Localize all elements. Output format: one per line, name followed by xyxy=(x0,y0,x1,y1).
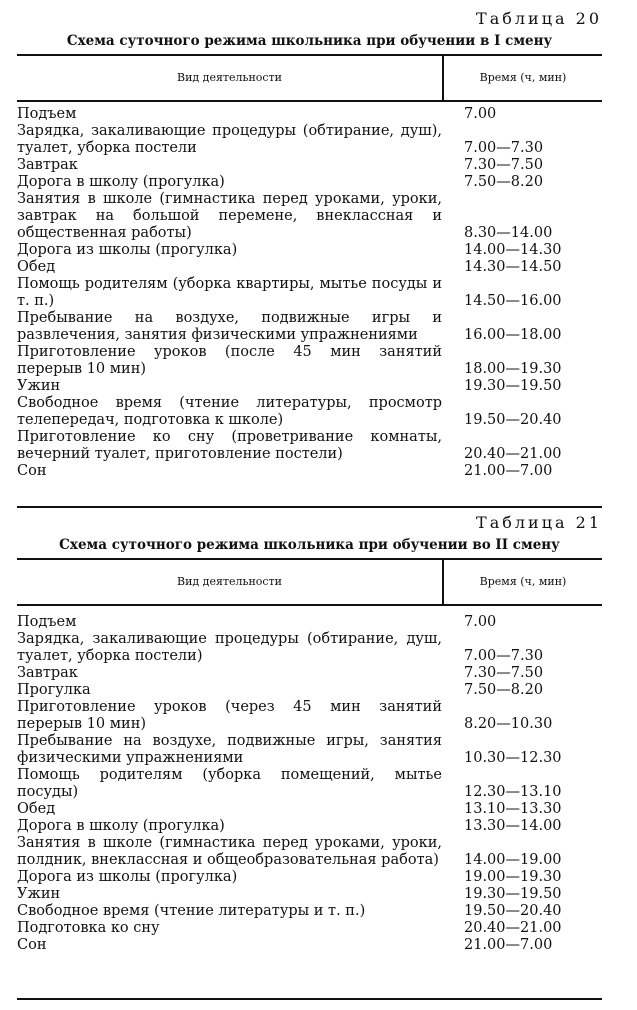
column-header-activity: Вид деятельности xyxy=(176,71,282,84)
table-number: Таблица 20 xyxy=(476,9,602,28)
table-row xyxy=(17,818,602,835)
table-21 xyxy=(17,512,602,954)
time-cell: 8.20—10.30 xyxy=(464,716,553,732)
time-cell: 10.30—12.30 xyxy=(464,750,562,766)
table-20 xyxy=(17,8,602,480)
activity-cell: Сон xyxy=(17,937,47,953)
activity-cell: Пребывание на воздухе, подвижные игры, занятия физическими упражнениями xyxy=(17,733,442,766)
time-cell: 13.30—14.00 xyxy=(464,818,562,834)
table-row xyxy=(17,123,602,157)
table-bottom-rule xyxy=(17,506,602,508)
time-cell: 14.00—19.00 xyxy=(464,852,562,868)
time-cell: 14.50—16.00 xyxy=(464,293,562,309)
activity-cell: Завтрак xyxy=(17,665,78,681)
time-cell: 7.50—8.20 xyxy=(464,682,544,698)
activity-cell: Зарядка, закаливающие процедуры (обтирание, душ), туалет, уборка постели xyxy=(17,123,442,156)
table-row xyxy=(17,801,602,818)
activity-cell: Подъем xyxy=(17,106,77,122)
table-row xyxy=(17,395,602,429)
activity-cell: Ужин xyxy=(17,378,61,394)
activity-cell: Дорога из школы (прогулка) xyxy=(17,869,238,885)
table-row xyxy=(17,106,602,123)
activity-cell: Зарядка, закаливающие процедуры (обтирание, душ, туалет, уборка постели) xyxy=(17,631,442,664)
activity-cell: Подготовка ко сну xyxy=(17,920,160,936)
time-cell: 19.30—19.50 xyxy=(464,886,562,902)
table-body xyxy=(17,614,602,954)
activity-cell: Обед xyxy=(17,801,56,817)
time-cell: 13.10—13.30 xyxy=(464,801,562,817)
time-cell: 8.30—14.00 xyxy=(464,225,553,241)
time-cell: 12.30—13.10 xyxy=(464,784,562,800)
table-row xyxy=(17,937,602,954)
activity-cell: Занятия в школе (гимнастика перед уроками, уроки, завтрак на большой перемене, внеклассная и общественная работы) xyxy=(17,191,442,241)
table-row xyxy=(17,835,602,869)
time-cell: 21.00—7.00 xyxy=(464,937,553,953)
activity-cell: Дорога в школу (прогулка) xyxy=(17,818,225,834)
table-body xyxy=(17,106,602,480)
time-cell: 7.50—8.20 xyxy=(464,174,544,190)
time-cell: 7.00—7.30 xyxy=(464,648,544,664)
activity-cell: Свободное время (чтение литературы, просмотр телепередач, подготовка к школе) xyxy=(17,395,442,428)
table-row xyxy=(17,682,602,699)
activity-cell: Занятия в школе (гимнастика перед уроками, уроки, полдник, внеклассная и общеобразовательная работа) xyxy=(17,835,442,868)
time-cell: 19.30—19.50 xyxy=(464,378,562,394)
table-row xyxy=(17,920,602,937)
activity-cell: Завтрак xyxy=(17,157,78,173)
time-cell: 19.00—19.30 xyxy=(464,869,562,885)
table-row xyxy=(17,378,602,395)
activity-cell: Дорога из школы (прогулка) xyxy=(17,242,238,258)
time-cell: 19.50—20.40 xyxy=(464,412,562,428)
table-row xyxy=(17,886,602,903)
time-cell: 20.40—21.00 xyxy=(464,446,562,462)
time-cell: 7.30—7.50 xyxy=(464,665,544,681)
time-cell: 7.00 xyxy=(464,106,497,122)
time-cell: 14.00—14.30 xyxy=(464,242,562,258)
activity-cell: Приготовление уроков (через 45 мин занятий перерыв 10 мин) xyxy=(17,699,442,732)
column-header-time: Время (ч, мин) xyxy=(479,575,567,588)
table-row xyxy=(17,344,602,378)
table-row xyxy=(17,242,602,259)
time-cell: 7.00 xyxy=(464,614,497,630)
time-cell: 21.00—7.00 xyxy=(464,463,553,479)
table-bottom-rule xyxy=(17,998,602,1000)
activity-cell: Помощь родителям (уборка помещений, мытье посуды) xyxy=(17,767,442,800)
table-header xyxy=(17,54,602,102)
table-row xyxy=(17,259,602,276)
activity-cell: Подъем xyxy=(17,614,77,630)
time-cell: 7.30—7.50 xyxy=(464,157,544,173)
time-cell: 20.40—21.00 xyxy=(464,920,562,936)
table-row xyxy=(17,733,602,767)
table-row xyxy=(17,631,602,665)
activity-cell: Приготовление ко сну (проветривание комнаты, вечерний туалет, приготовление постели) xyxy=(17,429,442,462)
table-title: Схема суточного режима школьника при обучении во II смену xyxy=(59,537,560,553)
time-cell: 7.00—7.30 xyxy=(464,140,544,156)
activity-cell: Прогулка xyxy=(17,682,91,698)
table-row xyxy=(17,903,602,920)
activity-cell: Сон xyxy=(17,463,47,479)
table-title: Схема суточного режима школьника при обучении в I смену xyxy=(66,33,553,49)
table-row xyxy=(17,310,602,344)
column-header-activity: Вид деятельности xyxy=(176,575,282,588)
table-row xyxy=(17,869,602,886)
table-row xyxy=(17,157,602,174)
activity-cell: Ужин xyxy=(17,886,61,902)
table-header xyxy=(17,558,602,606)
table-row xyxy=(17,614,602,631)
activity-cell: Дорога в школу (прогулка) xyxy=(17,174,225,190)
time-cell: 16.00—18.00 xyxy=(464,327,562,343)
table-row xyxy=(17,699,602,733)
time-cell: 18.00—19.30 xyxy=(464,361,562,377)
time-cell: 14.30—14.50 xyxy=(464,259,562,275)
activity-cell: Помощь родителям (уборка квартиры, мытье посуды и т. п.) xyxy=(17,276,442,309)
table-row xyxy=(17,767,602,801)
table-row xyxy=(17,191,602,242)
activity-cell: Приготовление уроков (после 45 мин занятий перерыв 10 мин) xyxy=(17,344,442,377)
table-row xyxy=(17,174,602,191)
table-number: Таблица 21 xyxy=(476,513,602,532)
activity-cell: Свободное время (чтение литературы и т. п.) xyxy=(17,903,366,919)
time-cell: 19.50—20.40 xyxy=(464,903,562,919)
table-row xyxy=(17,463,602,480)
table-row xyxy=(17,276,602,310)
column-header-time: Время (ч, мин) xyxy=(479,71,567,84)
table-row xyxy=(17,429,602,463)
table-row xyxy=(17,665,602,682)
activity-cell: Пребывание на воздухе, подвижные игры и развлечения, занятия физическими упражнениями xyxy=(17,310,442,343)
activity-cell: Обед xyxy=(17,259,56,275)
